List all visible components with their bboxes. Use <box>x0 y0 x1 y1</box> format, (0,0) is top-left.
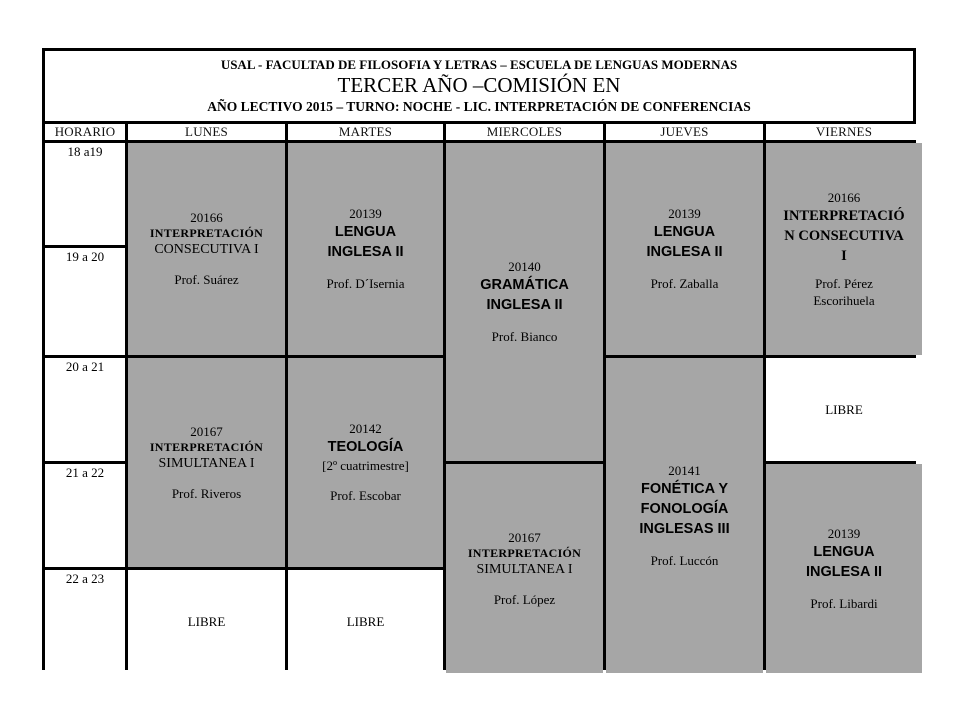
course-code: 20139 <box>668 206 701 221</box>
class-block-lunes-consecutiva <box>128 143 285 355</box>
free-label: LIBRE <box>825 401 863 417</box>
course-code: 20166 <box>190 210 223 225</box>
column-header-miercoles: MIERCOLES <box>446 124 603 140</box>
time-slot-label: 22 a 23 <box>45 570 125 673</box>
professor-name: Prof. Suárez <box>174 272 239 287</box>
class-block-jueves-lengua <box>606 143 763 355</box>
course-name: INGLESA II <box>646 244 723 260</box>
schedule-table <box>42 48 916 670</box>
time-slot-label: 19 a 20 <box>45 248 125 355</box>
free-slot-martes <box>288 570 443 673</box>
course-name: INTERPRETACIÓN <box>149 439 264 454</box>
course-name: N CONSECUTIVA <box>784 227 904 244</box>
course-name: SIMULTANEA I <box>158 455 255 471</box>
class-block-martes-teologia <box>288 358 443 567</box>
time-slot-label: 18 a19 <box>45 143 125 245</box>
column-header-viernes: VIERNES <box>766 124 922 140</box>
professor-name: Prof. Bianco <box>491 329 558 344</box>
course-name: I <box>841 247 847 264</box>
professor-name: Prof. Libardi <box>810 595 878 611</box>
page-title: TERCER AÑO –COMISIÓN EN <box>337 73 621 97</box>
course-name: FONOLOGÍA <box>640 500 729 517</box>
professor-name: Escorihuela <box>813 292 875 308</box>
course-name: INTERPRETACIÓN <box>149 226 264 240</box>
time-slot-label: 21 a 22 <box>45 464 125 567</box>
column-header-horario: HORARIO <box>45 124 125 140</box>
course-name: FONÉTICA Y <box>640 480 728 497</box>
course-name: CONSECUTIVA I <box>154 242 259 257</box>
class-block-miercoles-simultanea <box>446 464 603 673</box>
course-name: INGLESA II <box>806 563 882 580</box>
professor-name: Prof. Riveros <box>171 485 242 501</box>
course-term: [2º cuatrimestre] <box>322 458 409 473</box>
course-name: SIMULTANEA I <box>476 561 573 577</box>
course-code: 20139 <box>349 206 382 221</box>
free-slot-viernes <box>766 358 922 461</box>
course-name: INTERPRETACIÓ <box>783 207 905 224</box>
professor-name: Prof. Escobar <box>330 488 401 503</box>
program-subtitle: AÑO LECTIVO 2015 – TURNO: NOCHE - LIC. INTERPRETACIÓN DE CONFERENCIAS <box>207 99 751 114</box>
class-block-lunes-simultanea <box>128 358 285 567</box>
course-code: 20142 <box>349 421 382 436</box>
professor-name: Prof. López <box>493 591 556 607</box>
free-label: LIBRE <box>187 613 226 629</box>
professor-name: Prof. Luccón <box>650 552 719 568</box>
course-code: 20139 <box>827 525 861 541</box>
course-name: GRAMÁTICA <box>480 277 569 293</box>
course-code: 20166 <box>827 189 861 205</box>
class-block-miercoles-gramatica <box>446 143 603 461</box>
class-block-jueves-fonetica <box>606 358 763 673</box>
professor-name: Prof. D´Isernia <box>326 276 405 291</box>
course-code: 20140 <box>508 259 541 274</box>
course-name: INGLESAS III <box>639 520 730 537</box>
course-name: LENGUA <box>334 224 397 240</box>
course-name: LENGUA <box>813 543 875 560</box>
free-slot-lunes <box>128 570 285 673</box>
course-code: 20141 <box>668 462 701 478</box>
class-block-martes-lengua <box>288 143 443 355</box>
class-block-viernes-consecutiva <box>766 143 922 355</box>
time-slot-label: 20 a 21 <box>45 358 125 461</box>
free-label: LIBRE <box>346 613 385 629</box>
column-header-jueves: JUEVES <box>606 124 763 140</box>
class-block-viernes-lengua <box>766 464 922 673</box>
course-code: 20167 <box>190 423 223 439</box>
column-header-martes: MARTES <box>288 124 443 140</box>
course-name: LENGUA <box>653 224 716 240</box>
course-name: INTERPRETACIÓN <box>467 545 582 560</box>
schedule-header <box>45 51 913 121</box>
timetable-grid <box>45 124 913 667</box>
professor-name: Prof. Pérez <box>815 275 873 291</box>
course-code: 20167 <box>508 529 541 545</box>
column-header-lunes: LUNES <box>128 124 285 140</box>
course-name: INGLESA II <box>486 297 563 313</box>
course-name: TEOLOGÍA <box>327 439 404 455</box>
institution-title: USAL - FACULTAD DE FILOSOFIA Y LETRAS – ESCUELA DE LENGUAS MODERNAS <box>220 57 738 72</box>
professor-name: Prof. Zaballa <box>650 276 719 291</box>
course-name: INGLESA II <box>327 244 404 260</box>
